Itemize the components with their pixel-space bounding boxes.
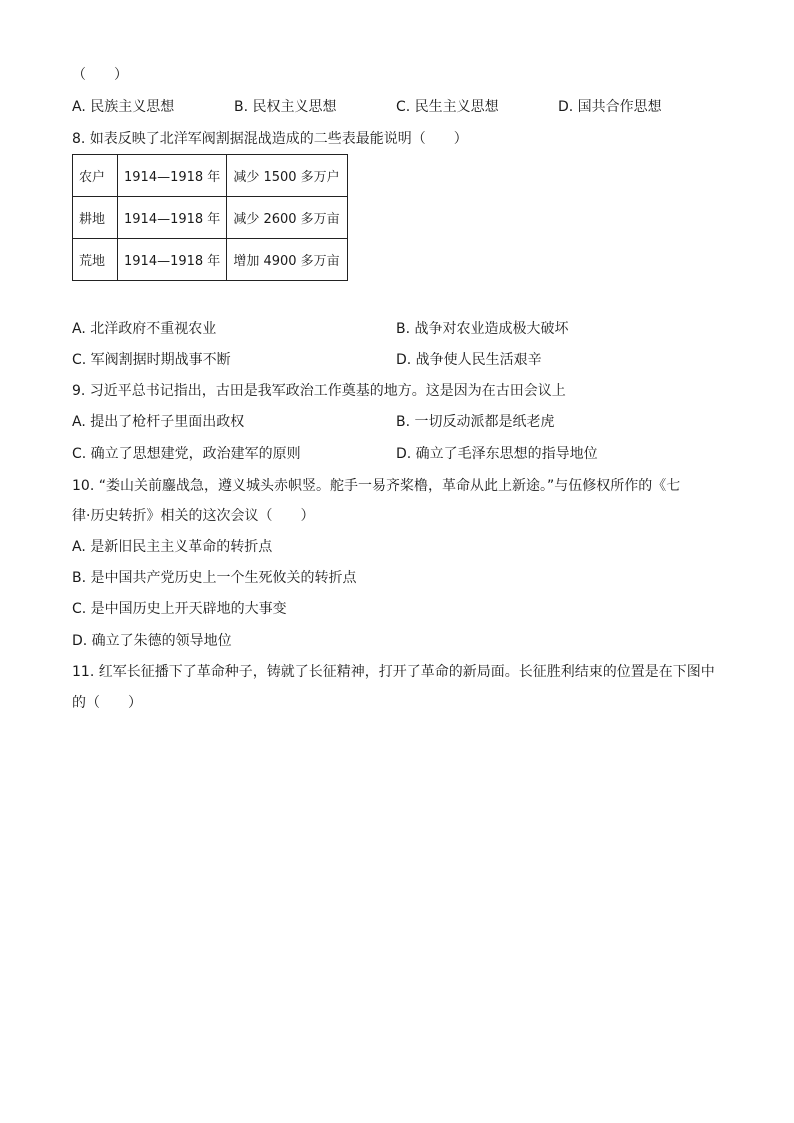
q8-option-d: D. 战争使人民生活艰辛 [396,352,542,368]
q10-stem-line1: 10. “娄山关前鏖战急，遵义城头赤帜竖。舵手一易齐桨橹，革命从此上新途。”与伍修权所作的《七 [72,478,681,494]
table-cell: 1914—1918 年 [118,239,227,281]
q9-option-a: A. 提出了枪杆子里面出政权 [72,414,245,430]
q9-option-b: B. 一切反动派都是纸老虎 [396,414,555,430]
table-row [73,155,348,197]
q7-option-b: B. 民权主义思想 [234,99,337,115]
table-cell: 减少 1500 多万户 [227,155,348,197]
table-row [73,197,348,239]
q10-option-c: C. 是中国历史上开天辟地的大事变 [72,601,287,617]
q8-option-b: B. 战争对农业造成极大破坏 [396,321,569,337]
q10-stem-line2: 律·历史转折》相关的这次会议（ ） [72,508,315,524]
q10-option-a: A. 是新旧民主主义革命的转折点 [72,539,273,555]
q7-option-d: D. 国共合作思想 [558,99,662,115]
q10-option-b: B. 是中国共产党历史上一个生死攸关的转折点 [72,570,357,586]
q8-option-a: A. 北洋政府不重视农业 [72,321,217,337]
q7-stem-tail: （ ） [72,67,128,83]
q7-option-a: A. 民族主义思想 [72,99,175,115]
q8-data-table [72,154,348,281]
table-cell: 农户 [73,155,118,197]
table-cell: 耕地 [73,197,118,239]
table-cell: 荒地 [73,239,118,281]
table-row [73,239,348,281]
table-cell: 减少 2600 多万亩 [227,197,348,239]
q8-option-c: C. 军阀割据时期战事不断 [72,352,231,368]
q9-option-c: C. 确立了思想建党，政治建军的原则 [72,446,301,462]
table-cell: 增加 4900 多万亩 [227,239,348,281]
q8-stem: 8. 如表反映了北洋军阀割据混战造成的二些表最能说明（ ） [72,131,468,147]
q7-option-c: C. 民生主义思想 [396,99,499,115]
table-cell: 1914—1918 年 [118,155,227,197]
q9-option-d: D. 确立了毛泽东思想的指导地位 [396,446,598,462]
table-cell: 1914—1918 年 [118,197,227,239]
q11-stem-line2: 的（ ） [72,695,142,711]
q9-stem: 9. 习近平总书记指出，古田是我军政治工作奠基的地方。这是因为在古田会议上 [72,383,566,399]
q10-option-d: D. 确立了朱德的领导地位 [72,633,232,649]
q11-stem-line1: 11. 红军长征播下了革命种子，铸就了长征精神，打开了革命的新局面。长征胜利结束的位置是在下图中 [72,664,715,680]
